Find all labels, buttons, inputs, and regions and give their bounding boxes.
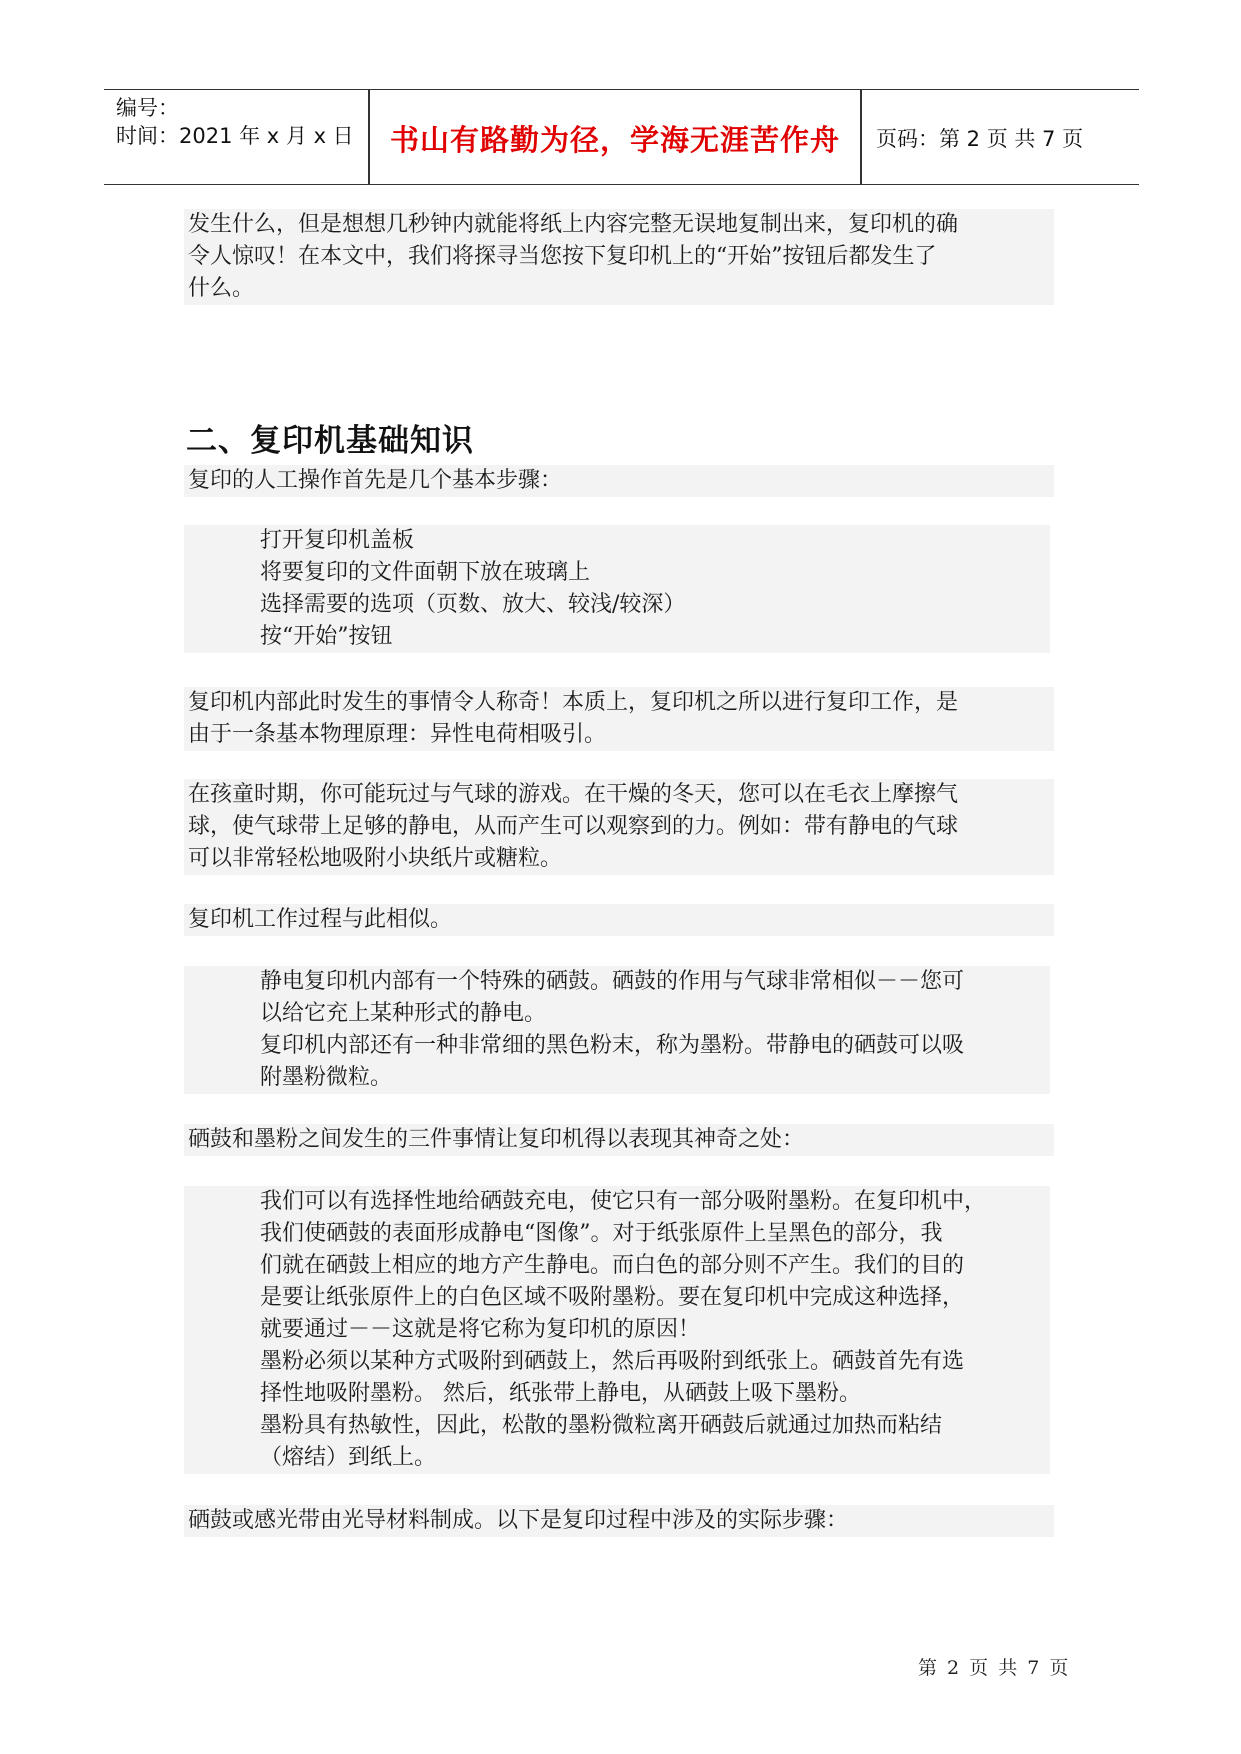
list-item: 打开复印机盖板 <box>260 528 415 553</box>
list-item: 我们可以有选择性地给硒鼓充电，使它只有一部分吸附墨粉。在复印机中， <box>260 1189 987 1214</box>
text-line: 在孩童时期，你可能玩过与气球的游戏。在干燥的冬天，您可以在毛衣上摩擦气 <box>188 782 959 807</box>
list-item: 选择需要的选项（页数、放大、较浅/较深） <box>260 592 686 617</box>
text-line: 由于一条基本物理原理：异性电荷相吸引。 <box>188 722 607 747</box>
list-item: 将要复印的文件面朝下放在玻璃上 <box>260 560 591 585</box>
points-list <box>184 966 1050 1094</box>
text-line: 发生什么，但是想想几秒钟内就能将纸上内容完整无误地复制出来，复印机的确 <box>188 212 959 237</box>
page-footer: 第 2 页 共 7 页 <box>918 1657 1071 1679</box>
list-item: 静电复印机内部有一个特殊的硒鼓。硒鼓的作用与气球非常相似－－您可 <box>260 969 965 994</box>
list-item: 就要通过－－这就是将它称为复印机的原因！ <box>260 1317 701 1342</box>
paragraph <box>184 1124 1054 1156</box>
text-line: 可以非常轻松地吸附小块纸片或糖粒。 <box>188 846 563 871</box>
intro-paragraph <box>184 209 1054 305</box>
list-item: 择性地吸附墨粉。 然后，纸张带上静电，从硒鼓上吸下墨粉。 <box>260 1381 861 1406</box>
list-item: 附墨粉微粒。 <box>260 1065 393 1090</box>
text-line: 复印机工作过程与此相似。 <box>188 907 453 932</box>
text-line: 硒鼓或感光带由光导材料制成。以下是复印过程中涉及的实际步骤： <box>188 1508 849 1533</box>
number-label: 编号： <box>116 96 179 120</box>
header-divider <box>860 90 862 184</box>
list-item: 以给它充上某种形式的静电。 <box>260 1001 547 1026</box>
steps-intro <box>184 465 1054 497</box>
text-line: 什么。 <box>188 276 255 301</box>
points-list <box>184 1186 1050 1474</box>
list-item: 我们使硒鼓的表面形成静电“图像”。对于纸张原件上呈黑色的部分，我 <box>260 1221 943 1246</box>
header-motto: 书山有路勤为径，学海无涯苦作舟 <box>389 123 840 157</box>
text-line: 硒鼓和墨粉之间发生的三件事情让复印机得以表现其神奇之处： <box>188 1127 805 1152</box>
text-line: 复印的人工操作首先是几个基本步骤： <box>188 468 563 493</box>
list-item: 复印机内部还有一种非常细的黑色粉末，称为墨粉。带静电的硒鼓可以吸 <box>260 1033 965 1058</box>
list-item: 们就在硒鼓上相应的地方产生静电。而白色的部分则不产生。我们的目的 <box>260 1253 965 1278</box>
header-meta <box>116 94 366 150</box>
section-title: 二、复印机基础知识 <box>186 423 474 459</box>
list-item: （熔结）到纸上。 <box>260 1445 437 1470</box>
steps-list <box>184 525 1050 653</box>
header-page-label: 页码：第 2 页 共 7 页 <box>876 127 1084 151</box>
list-item: 按“开始”按钮 <box>260 624 393 649</box>
list-item: 是要让纸张原件上的白色区域不吸附墨粉。要在复印机中完成这种选择， <box>260 1285 965 1310</box>
text-line: 令人惊叹！在本文中，我们将探寻当您按下复印机上的“开始”按钮后都发生了 <box>188 244 937 269</box>
page-header <box>104 89 1139 185</box>
text-line: 球，使气球带上足够的静电，从而产生可以观察到的力。例如：带有静电的气球 <box>188 814 959 839</box>
list-item: 墨粉必须以某种方式吸附到硒鼓上，然后再吸附到纸张上。硒鼓首先有选 <box>260 1349 965 1374</box>
paragraph <box>184 687 1054 751</box>
paragraph <box>184 1505 1054 1537</box>
time-label: 时间：2021 年 x 月 x 日 <box>116 124 354 148</box>
text-line: 复印机内部此时发生的事情令人称奇！本质上，复印机之所以进行复印工作，是 <box>188 690 959 715</box>
paragraph <box>184 904 1054 936</box>
list-item: 墨粉具有热敏性，因此，松散的墨粉微粒离开硒鼓后就通过加热而粘结 <box>260 1413 943 1438</box>
paragraph <box>184 779 1054 875</box>
